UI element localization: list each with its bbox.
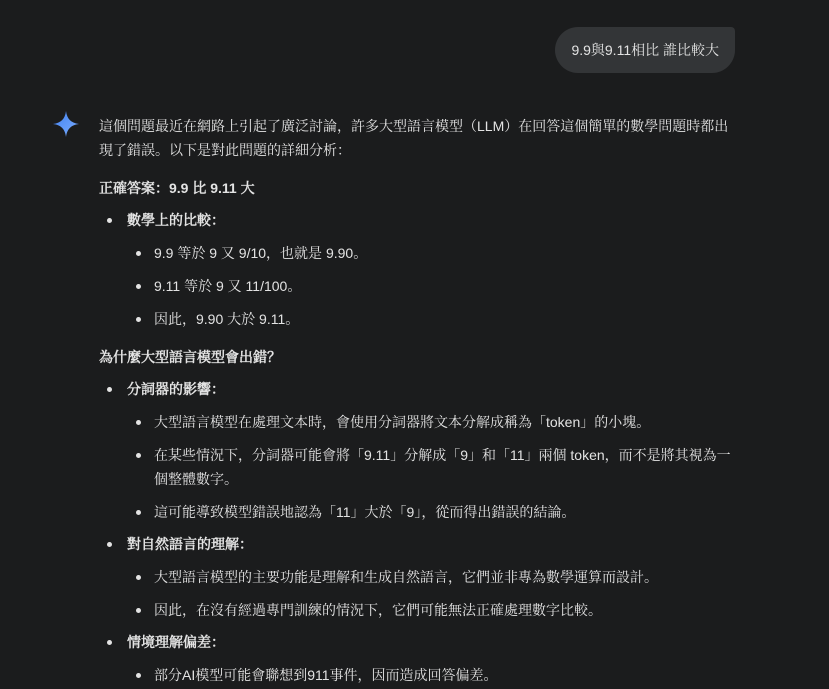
list-item-title: 對自然語言的理解： bbox=[127, 532, 739, 556]
sub-list-item: 這可能導致模型錯誤地認為「11」大於「9」，從而得出錯誤的結論。 bbox=[127, 500, 739, 524]
list-item bbox=[99, 208, 739, 331]
sub-list-item: 因此，9.90 大於 9.11。 bbox=[127, 307, 739, 331]
sub-list-item: 大型語言模型在處理文本時，會使用分詞器將文本分解成稱為「token」的小塊。 bbox=[127, 410, 739, 434]
user-message-bubble bbox=[555, 27, 735, 73]
user-message-text: 9.9與9.11相比 誰比較大 bbox=[571, 42, 719, 58]
intro-paragraph: 這個問題最近在網路上引起了廣泛討論，許多大型語言模型（LLM）在回答這個簡單的數學問題時都出現了錯誤。以下是對此問題的詳細分析： bbox=[99, 118, 729, 158]
list-item bbox=[99, 630, 739, 687]
sub-list-item: 部分AI模型可能會聯想到911事件，因而造成回答偏差。 bbox=[127, 663, 739, 687]
list-item bbox=[99, 532, 739, 622]
sub-list-item: 9.11 等於 9 又 11/100。 bbox=[127, 274, 739, 298]
gemini-spark-icon bbox=[52, 110, 80, 138]
sub-list-item: 在某些情況下，分詞器可能會將「9.11」分解成「9」和「11」兩個 token，而不是將其視為一個整體數字。 bbox=[127, 443, 739, 491]
assistant-response bbox=[99, 114, 739, 687]
section2-list bbox=[99, 377, 739, 687]
section-heading: 為什麼大型語言模型會出錯？ bbox=[99, 349, 281, 365]
list-item bbox=[99, 377, 739, 524]
sub-list-item: 9.9 等於 9 又 9/10，也就是 9.90。 bbox=[127, 241, 739, 265]
sub-list-item: 大型語言模型的主要功能是理解和生成自然語言，它們並非專為數學運算而設計。 bbox=[127, 565, 739, 589]
section1-list bbox=[99, 208, 739, 331]
list-item-title: 情境理解偏差： bbox=[127, 630, 739, 654]
correct-answer: 正確答案：9.9 比 9.11 大 bbox=[99, 180, 255, 196]
sub-list-item: 因此，在沒有經過專門訓練的情況下，它們可能無法正確處理數字比較。 bbox=[127, 598, 739, 622]
list-item-title: 分詞器的影響： bbox=[127, 377, 739, 401]
list-item-title: 數學上的比較： bbox=[127, 208, 739, 232]
